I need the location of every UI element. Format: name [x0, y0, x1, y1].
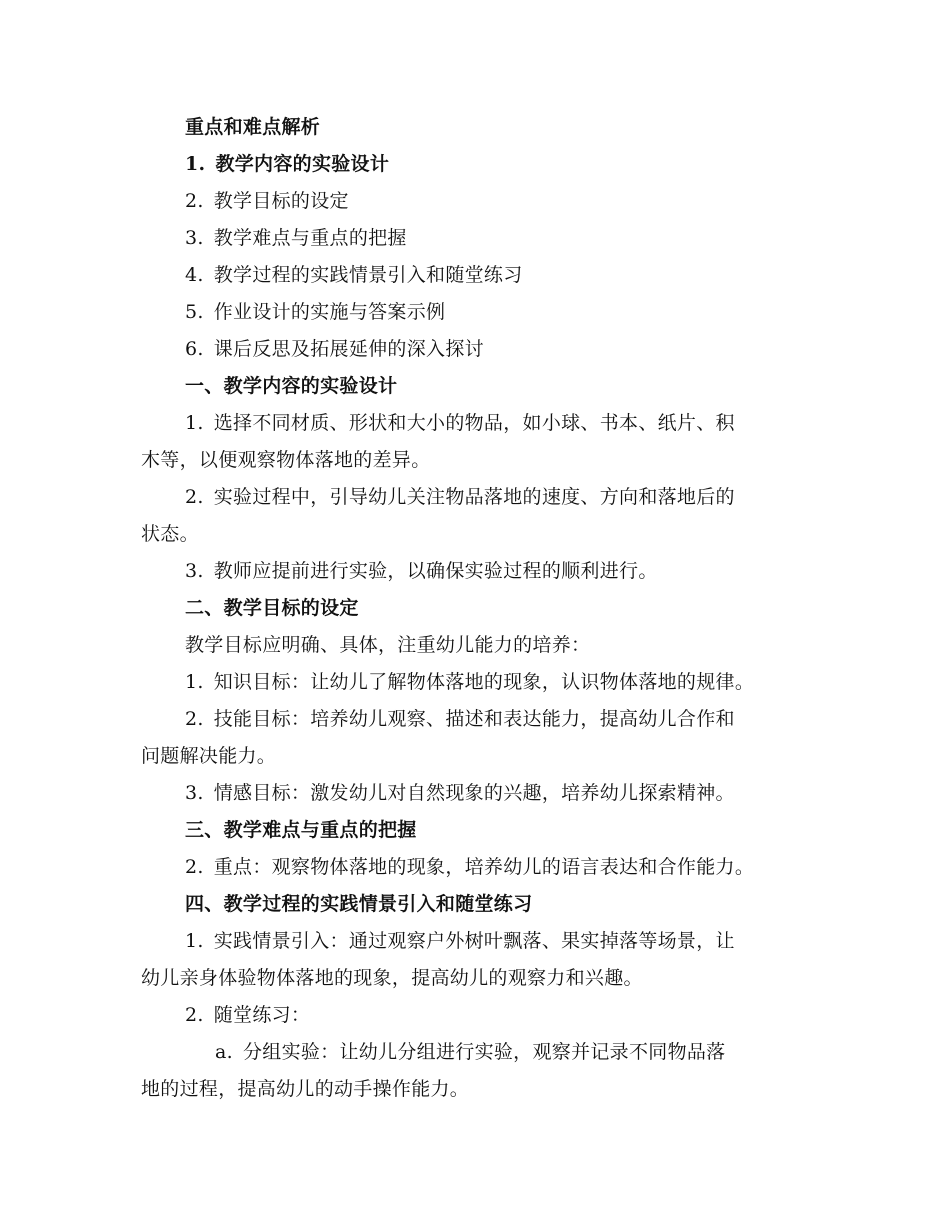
paragraph-continuation: 状态。: [141, 523, 199, 545]
paragraph-continuation: 地的过程，提高幼儿的动手操作能力。: [141, 1078, 470, 1100]
item-number: a.: [215, 1041, 233, 1063]
item-number: 2.: [185, 856, 204, 878]
section-heading: 三、教学难点与重点的把握: [185, 819, 417, 841]
paragraph: [185, 484, 735, 510]
toc-item: [185, 336, 484, 362]
toc-item-text: 教学难点与重点的把握: [213, 227, 407, 249]
paragraph-text: 选择不同材质、形状和大小的物品，如小球、书本、纸片、积: [213, 412, 735, 434]
paragraph: [185, 780, 735, 806]
item-number: 1.: [185, 412, 204, 434]
toc-item-number: 4.: [185, 264, 204, 286]
toc-item-text: 课后反思及拓展延伸的深入探讨: [213, 338, 484, 360]
toc-item-text: 教学内容的实验设计: [215, 153, 390, 175]
section-heading: 一、教学内容的实验设计: [185, 375, 398, 397]
toc-item-text: 教学过程的实践情景引入和随堂练习: [213, 264, 523, 286]
document-title: 重点和难点解析: [185, 116, 321, 138]
toc-item-text: 教学目标的设定: [213, 190, 349, 212]
paragraph-text: 实验过程中，引导幼儿关注物品落地的速度、方向和落地后的: [213, 486, 735, 508]
toc-item-number: 1.: [185, 153, 206, 175]
toc-item: [185, 299, 445, 325]
paragraph: [185, 706, 735, 732]
paragraph-text: 分组实验：让幼儿分组进行实验，观察并记录不同物品落: [242, 1041, 726, 1063]
paragraph-text: 教师应提前进行实验，以确保实验过程的顺利进行。: [213, 560, 658, 582]
item-number: 1.: [185, 930, 204, 952]
item-number: 2.: [185, 708, 204, 730]
paragraph-text: 知识目标：让幼儿了解物体落地的现象，认识物体落地的规律。: [213, 671, 755, 693]
paragraph-continuation: 木等，以便观察物体落地的差异。: [141, 449, 431, 471]
paragraph: [185, 558, 658, 584]
paragraph-continuation: 幼儿亲身体验物体落地的现象，提高幼儿的观察力和兴趣。: [141, 967, 643, 989]
section-heading: 四、教学过程的实践情景引入和随堂练习: [185, 893, 533, 915]
toc-item-number: 2.: [185, 190, 204, 212]
toc-item-number: 6.: [185, 338, 204, 360]
toc-item-text: 作业设计的实施与答案示例: [213, 301, 446, 323]
toc-item: [185, 262, 523, 288]
paragraph: [185, 854, 754, 880]
paragraph: [185, 669, 754, 695]
paragraph-continuation: 问题解决能力。: [141, 745, 277, 767]
paragraph: [185, 1002, 310, 1028]
toc-item: [185, 151, 389, 177]
paragraph-text: 随堂练习：: [213, 1004, 311, 1026]
paragraph-text: 情感目标：激发幼儿对自然现象的兴趣，培养幼儿探索精神。: [213, 782, 735, 804]
paragraph-text: 技能目标：培养幼儿观察、描述和表达能力，提高幼儿合作和: [213, 708, 735, 730]
item-number: 1.: [185, 671, 204, 693]
paragraph: [185, 410, 735, 436]
item-number: 2.: [185, 1004, 204, 1026]
toc-item-number: 3.: [185, 227, 204, 249]
toc-item-number: 5.: [185, 301, 204, 323]
sub-paragraph: [215, 1039, 725, 1065]
paragraph-text: 实践情景引入：通过观察户外树叶飘落、果实掉落等场景，让: [213, 930, 735, 952]
toc-item: [185, 225, 407, 251]
item-number: 2.: [185, 486, 204, 508]
toc-item: [185, 188, 349, 214]
paragraph: [185, 928, 735, 954]
section-heading: 二、教学目标的设定: [185, 597, 359, 619]
paragraph: 教学目标应明确、具体，注重幼儿能力的培养：: [185, 634, 591, 656]
paragraph-text: 重点：观察物体落地的现象，培养幼儿的语言表达和合作能力。: [213, 856, 755, 878]
item-number: 3.: [185, 560, 204, 582]
item-number: 3.: [185, 782, 204, 804]
